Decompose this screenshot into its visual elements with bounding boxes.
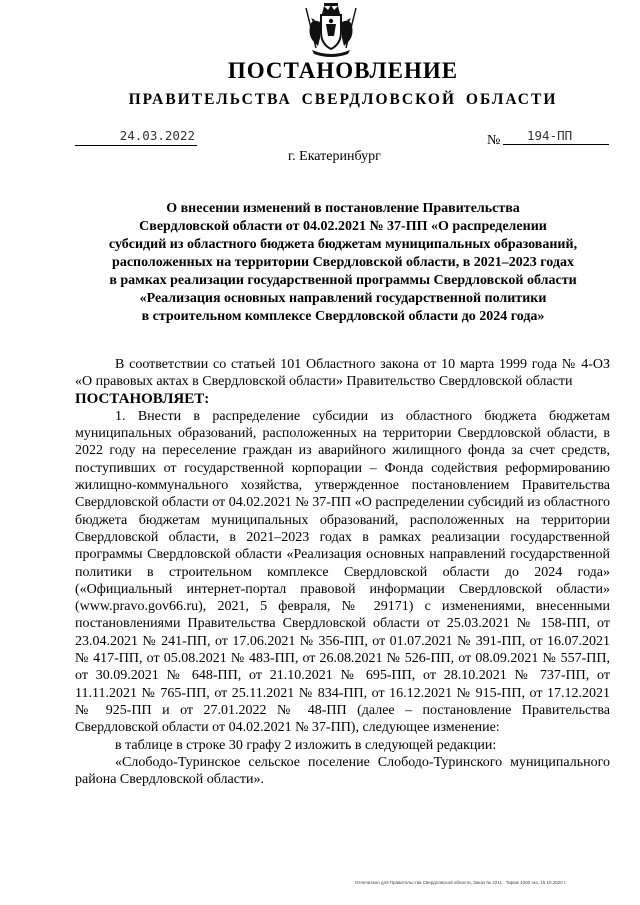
document-date: 24.03.2022	[75, 128, 197, 146]
subject-line: «Реализация основных направлений государственной политики	[139, 291, 547, 306]
item-1-paragraph: 1. Внести в распределение субсидии из областного бюджета бюджетам муниципальных образований, расположенных на территории Свердловской области, в 2022 году на переселение граждан из аварийного жилищного фонда за счет средств, поступивших от государственной корпорации – Фонда содействия реформированию жилищно-коммунального хозяйства, утвержденное постановлением Правительства Свердловской области от 04.02.2021 № 37-ПП «О распределении субсидий из областного бюджета бюджетам муниципальных образований, расположенных на территории Свердловской области, в 2021–2023 годах в рамках реализации государственной программы Свердловской области «Реализация основных направлений государственной политики в строительном комплексе Свердловской области до 2024 года» («Официальный интернет-портал правовой информации Свердловской области» (www.pravo.gov66.ru), 2021, 5 февраля, № 29171) с изменениями, внесенными постановлениями Правительства Свердловской области от 25.03.2021 № 158-ПП, от 23.04.2021 № 241-ПП, от 17.06.2021 № 356-ПП, от 01.07.2021 № 391-ПП, от 16.07.2021 № 417-ПП, от 05.08.2021 № 483-ПП, от 26.08.2021 № 526-ПП, от 08.09.2021 № 557-ПП, от 30.09.2021 № 648-ПП, от 21.10.2021 № 695-ПП, от 28.10.2021 № 737-ПП, от 11.11.2021 № 765-ПП, от 25.11.2021 № 834-ПП, от 16.12.2021 № 915-ПП, от 17.12.2021 № 925-ПП и от 27.01.2022 № 48-ПП (далее – постановление Правительства Свердловской области от 04.02.2021 № 37-ПП), следующее изменение:	[75, 408, 610, 736]
subject-line: О внесении изменений в постановление Правительства	[166, 201, 520, 216]
document-city: г. Екатеринбург	[288, 149, 381, 164]
coat-of-arms-emblem	[300, 2, 362, 58]
item-1-quote: «Слободо-Туринское сельское поселение Слободо-Туринского муниципального района Свердловской области».	[75, 754, 610, 788]
subject-line: расположенных на территории Свердловской области, в 2021–2023 годах	[112, 255, 574, 270]
preamble-paragraph: В соответствии со статьей 101 Областного закона от 10 марта 1999 года № 4-ОЗ «О правовых актах в Свердловской области» Правительство Свердловской области	[75, 357, 610, 390]
document-title: ПОСТАНОВЛЕНИЕ	[227, 58, 459, 83]
document-authority: ПРАВИТЕЛЬСТВА СВЕРДЛОВСКОЙ ОБЛАСТИ	[128, 91, 558, 108]
document-body	[75, 356, 610, 788]
document-number: 194-ПП	[503, 128, 609, 145]
document-subject	[78, 200, 608, 326]
item-1-subparagraph: в таблице в строке 30 графу 2 изложить в следующей редакции:	[115, 737, 497, 753]
subject-line: в рамках реализации государственной программы Свердловской области	[109, 273, 577, 288]
subject-line: субсидий из областного бюджета бюджетам муниципальных образований,	[108, 237, 578, 252]
decree-heading: ПОСТАНОВЛЯЕТ:	[75, 390, 210, 407]
subject-line: Свердловской области от 04.02.2021 № 37-ПП «О распределении	[139, 219, 547, 234]
subject-line: в строительном комплексе Свердловской области до 2024 года»	[141, 309, 545, 324]
print-footnote: Отпечатано для Правительства Свердловской области, Заказ № 4211 , Тираж 1000 экз, 16.10.2020 г.	[355, 880, 567, 885]
number-sign: №	[487, 133, 501, 148]
